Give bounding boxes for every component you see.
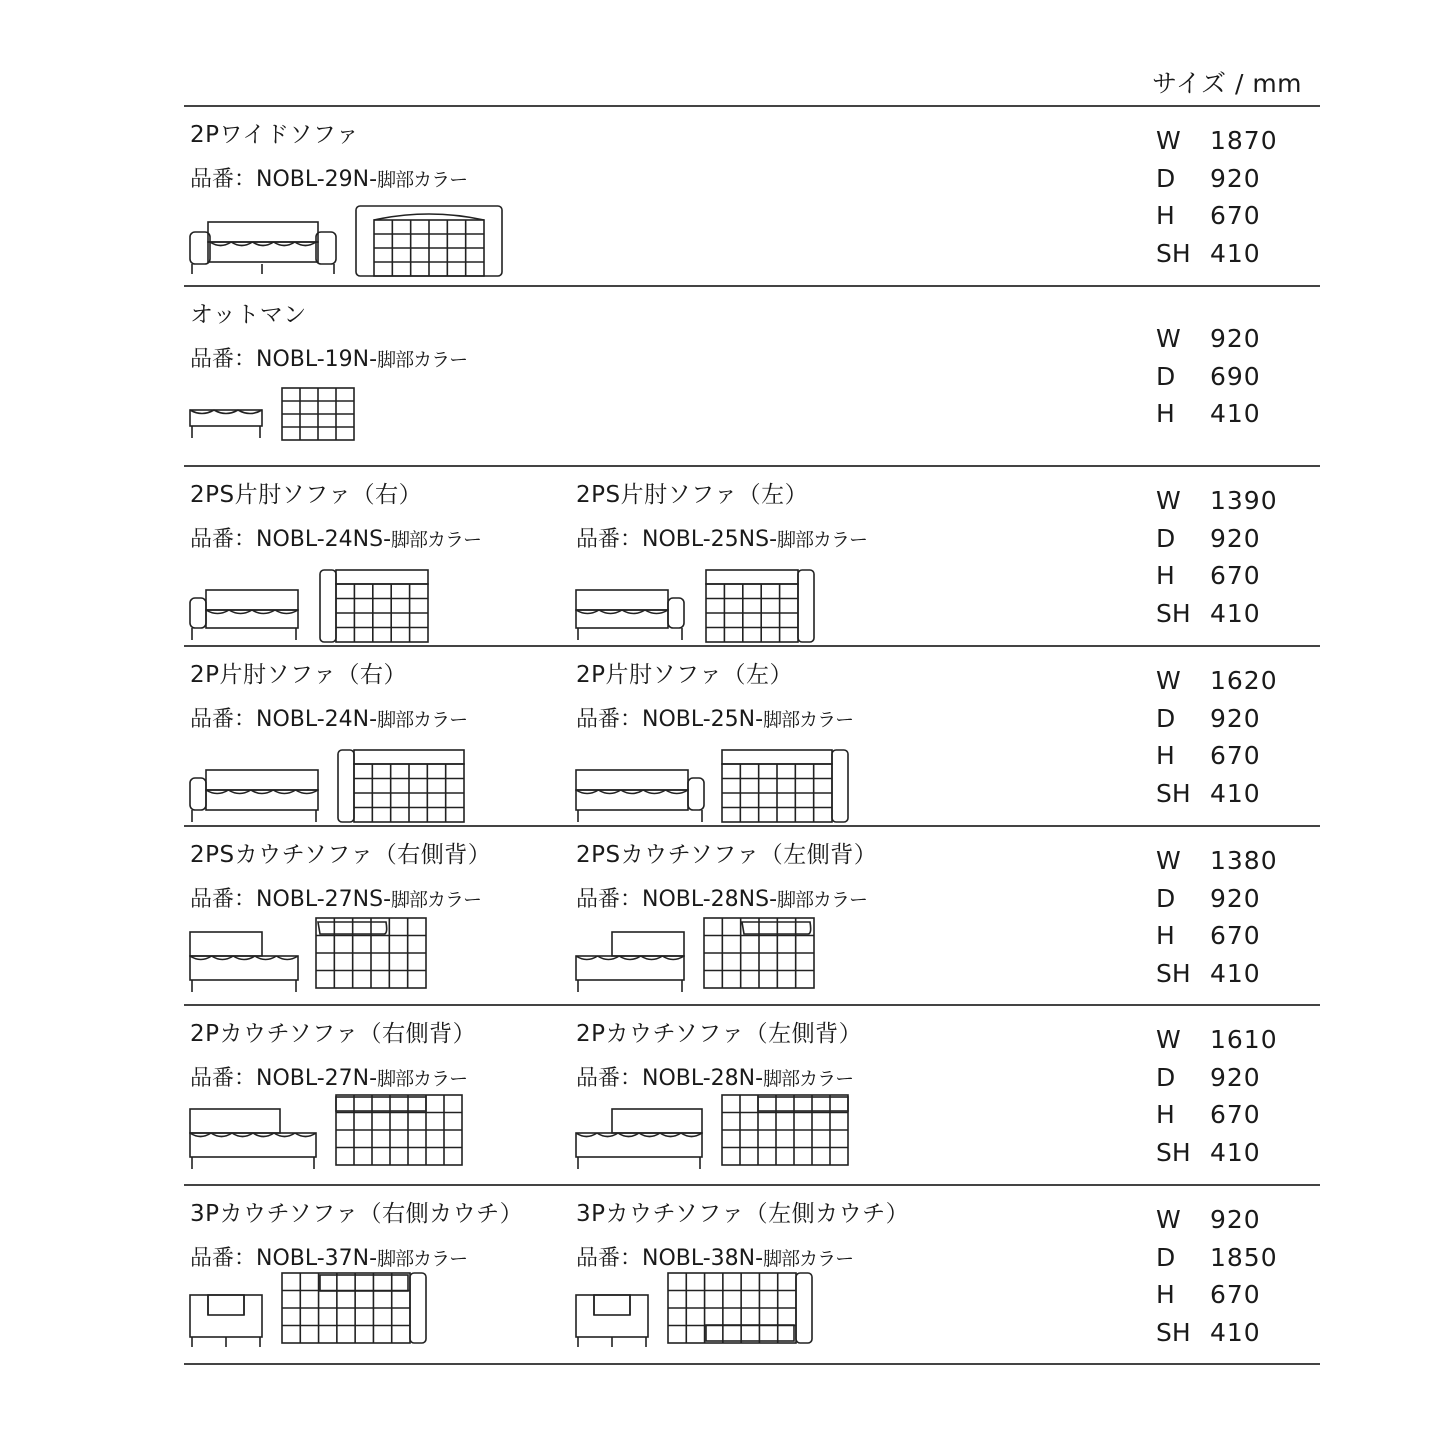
product-code	[190, 162, 467, 193]
product-code-leg-color: 脚部カラー	[377, 349, 468, 371]
spec-line	[1154, 324, 1314, 362]
product-code-number: 品番：NOBL-28NS-	[576, 887, 778, 912]
product-code-leg-color: 脚部カラー	[377, 169, 468, 191]
product-code-leg-color: 脚部カラー	[777, 889, 868, 911]
spec-value: 670	[1210, 561, 1261, 591]
spec-line	[1154, 1100, 1314, 1138]
spec-key: H	[1156, 201, 1175, 231]
spec-value: 1870	[1210, 126, 1278, 155]
spec-value: 920	[1210, 703, 1261, 733]
spec-line	[1154, 1205, 1314, 1243]
3p-couch-right-couch-drawing	[190, 1273, 570, 1365]
spec-key: W	[1156, 1025, 1181, 1054]
product-title: 2Pワイドソファ	[190, 122, 360, 148]
2ps-couch-left-back-drawing	[576, 914, 956, 1006]
table-row	[184, 826, 1320, 1004]
product-item	[190, 646, 570, 824]
spec-value: 670	[1210, 921, 1261, 951]
spec-value: 920	[1210, 1062, 1261, 1092]
spec-line	[1154, 959, 1314, 997]
product-item	[190, 466, 570, 644]
product-code	[576, 1241, 853, 1272]
spec-key: SH	[1156, 599, 1191, 629]
spec-key: SH	[1156, 779, 1191, 809]
table-row	[184, 286, 1320, 464]
spec-line	[1154, 524, 1314, 562]
2p-wide-sofa-drawing	[190, 194, 570, 286]
spec-value: 410	[1210, 1138, 1261, 1168]
product-item	[190, 826, 570, 1004]
product-title: 2Pカウチソファ（左側背）	[576, 1021, 863, 1047]
product-item	[576, 466, 956, 644]
size-specs	[1154, 126, 1314, 277]
spec-line	[1154, 399, 1314, 437]
product-title: 2Pカウチソファ（右側背）	[190, 1021, 477, 1047]
spec-value: 410	[1210, 1318, 1261, 1348]
product-code-leg-color: 脚部カラー	[391, 889, 482, 911]
spec-line	[1154, 164, 1314, 202]
spec-value: 1620	[1210, 666, 1278, 695]
spec-line	[1154, 126, 1314, 164]
product-code-leg-color: 脚部カラー	[763, 1248, 854, 1270]
product-code	[576, 702, 853, 733]
spec-key: H	[1156, 561, 1175, 591]
spec-line	[1154, 846, 1314, 884]
spec-value: 670	[1210, 1100, 1261, 1130]
spec-key: D	[1156, 163, 1176, 193]
spec-key: SH	[1156, 1138, 1191, 1168]
spec-key: D	[1156, 883, 1176, 913]
product-code-number: 品番：NOBL-29N-	[190, 167, 378, 192]
product-title: 2PS片肘ソファ（左）	[576, 482, 809, 508]
product-code-leg-color: 脚部カラー	[377, 1068, 468, 1090]
spec-value: 1390	[1210, 486, 1278, 515]
size-specs	[1154, 1025, 1314, 1176]
product-code	[576, 522, 867, 553]
spec-value: 920	[1210, 523, 1261, 553]
product-code	[190, 522, 481, 553]
product-code	[190, 1241, 467, 1272]
spec-value: 410	[1210, 239, 1261, 269]
product-code-number: 品番：NOBL-38N-	[576, 1246, 764, 1271]
spec-line	[1154, 741, 1314, 779]
ottoman-drawing	[190, 374, 570, 466]
product-item	[576, 646, 956, 824]
spec-line	[1154, 1243, 1314, 1281]
spec-value: 920	[1210, 1205, 1261, 1234]
spec-value: 410	[1210, 599, 1261, 629]
product-item	[190, 1005, 570, 1183]
spec-line	[1154, 201, 1314, 239]
spec-key: W	[1156, 126, 1181, 155]
table-row	[184, 466, 1320, 644]
spec-key: H	[1156, 1100, 1175, 1130]
spec-key: D	[1156, 361, 1176, 391]
product-item	[190, 1185, 570, 1363]
product-code-number: 品番：NOBL-24NS-	[190, 527, 392, 552]
table-row	[184, 106, 1320, 284]
spec-line	[1154, 666, 1314, 704]
spec-line	[1154, 1025, 1314, 1063]
product-item	[190, 286, 570, 464]
product-title: オットマン	[190, 302, 307, 328]
product-title: 3Pカウチソファ（左側カウチ）	[576, 1201, 910, 1227]
spec-key: SH	[1156, 239, 1191, 269]
spec-key: D	[1156, 523, 1176, 553]
spec-value: 920	[1210, 324, 1261, 353]
spec-line	[1154, 362, 1314, 400]
product-item	[576, 826, 956, 1004]
size-specs	[1154, 846, 1314, 997]
spec-key: D	[1156, 1242, 1176, 1272]
size-specs	[1154, 486, 1314, 637]
product-code-number: 品番：NOBL-27N-	[190, 1066, 378, 1091]
product-code	[190, 882, 481, 913]
product-title: 2PS片肘ソファ（右）	[190, 482, 423, 508]
product-code-leg-color: 脚部カラー	[763, 1068, 854, 1090]
spec-key: W	[1156, 486, 1181, 515]
spec-value: 670	[1210, 741, 1261, 771]
product-code	[190, 342, 467, 373]
spec-line	[1154, 1138, 1314, 1176]
size-unit-label: サイズ / mm	[1152, 69, 1303, 98]
2ps-one-arm-right-drawing	[190, 554, 570, 646]
spec-line	[1154, 779, 1314, 817]
product-code-leg-color: 脚部カラー	[377, 1248, 468, 1270]
spec-line	[1154, 1318, 1314, 1356]
product-code-number: 品番：NOBL-25NS-	[576, 527, 778, 552]
product-code-leg-color: 脚部カラー	[777, 529, 868, 551]
spec-line	[1154, 884, 1314, 922]
product-code-number: 品番：NOBL-28N-	[576, 1066, 764, 1091]
2p-one-arm-left-drawing	[576, 734, 956, 826]
spec-line	[1154, 599, 1314, 637]
2ps-one-arm-left-drawing	[576, 554, 956, 646]
spec-line	[1154, 704, 1314, 742]
table-row	[184, 1005, 1320, 1183]
spec-line	[1154, 561, 1314, 599]
product-title: 2P片肘ソファ（左）	[576, 662, 794, 688]
spec-key: SH	[1156, 1318, 1191, 1348]
product-code-number: 品番：NOBL-25N-	[576, 707, 764, 732]
spec-key: H	[1156, 921, 1175, 951]
spec-key: D	[1156, 1062, 1176, 1092]
spec-value: 690	[1210, 361, 1261, 391]
product-code-leg-color: 脚部カラー	[763, 709, 854, 731]
table-row	[184, 1185, 1320, 1363]
spec-value: 410	[1210, 779, 1261, 809]
product-title: 2PSカウチソファ（左側背）	[576, 842, 878, 868]
spec-key: H	[1156, 741, 1175, 771]
product-title: 2PSカウチソファ（右側背）	[190, 842, 492, 868]
spec-value: 410	[1210, 399, 1261, 429]
product-code-leg-color: 脚部カラー	[391, 529, 482, 551]
spec-value: 1380	[1210, 846, 1278, 875]
spec-key: W	[1156, 666, 1181, 695]
2p-couch-right-back-drawing	[190, 1093, 570, 1185]
product-code	[190, 1061, 467, 1092]
spec-key: W	[1156, 1205, 1181, 1234]
product-code	[190, 702, 467, 733]
spec-value: 1610	[1210, 1025, 1278, 1054]
product-code-leg-color: 脚部カラー	[377, 709, 468, 731]
spec-key: H	[1156, 399, 1175, 429]
spec-value: 670	[1210, 201, 1261, 231]
product-item	[576, 1005, 956, 1183]
spec-value: 670	[1210, 1280, 1261, 1310]
product-title: 2P片肘ソファ（右）	[190, 662, 408, 688]
spec-key: W	[1156, 324, 1181, 353]
spec-value: 410	[1210, 959, 1261, 989]
spec-line	[1154, 921, 1314, 959]
spec-line	[1154, 239, 1314, 277]
spec-key: H	[1156, 1280, 1175, 1310]
product-code-number: 品番：NOBL-27NS-	[190, 887, 392, 912]
product-item	[190, 106, 570, 284]
table-row	[184, 646, 1320, 824]
spec-value: 920	[1210, 163, 1261, 193]
2p-couch-left-back-drawing	[576, 1093, 956, 1185]
spec-key: D	[1156, 703, 1176, 733]
spec-value: 1850	[1210, 1242, 1278, 1272]
product-code	[576, 1061, 853, 1092]
spec-value: 920	[1210, 883, 1261, 913]
product-item	[576, 1185, 956, 1363]
2p-one-arm-right-drawing	[190, 734, 570, 826]
size-specs	[1154, 666, 1314, 817]
spec-line	[1154, 486, 1314, 524]
product-code-number: 品番：NOBL-19N-	[190, 347, 378, 372]
product-title: 3Pカウチソファ（右側カウチ）	[190, 1201, 524, 1227]
size-specs	[1154, 1205, 1314, 1356]
size-specs	[1154, 324, 1314, 437]
product-code-number: 品番：NOBL-24N-	[190, 707, 378, 732]
product-code	[576, 882, 867, 913]
product-code-number: 品番：NOBL-37N-	[190, 1246, 378, 1271]
2ps-couch-right-back-drawing	[190, 914, 570, 1006]
spec-line	[1154, 1063, 1314, 1101]
spec-key: SH	[1156, 959, 1191, 989]
3p-couch-left-couch-drawing	[576, 1273, 956, 1365]
spec-key: W	[1156, 846, 1181, 875]
spec-line	[1154, 1280, 1314, 1318]
